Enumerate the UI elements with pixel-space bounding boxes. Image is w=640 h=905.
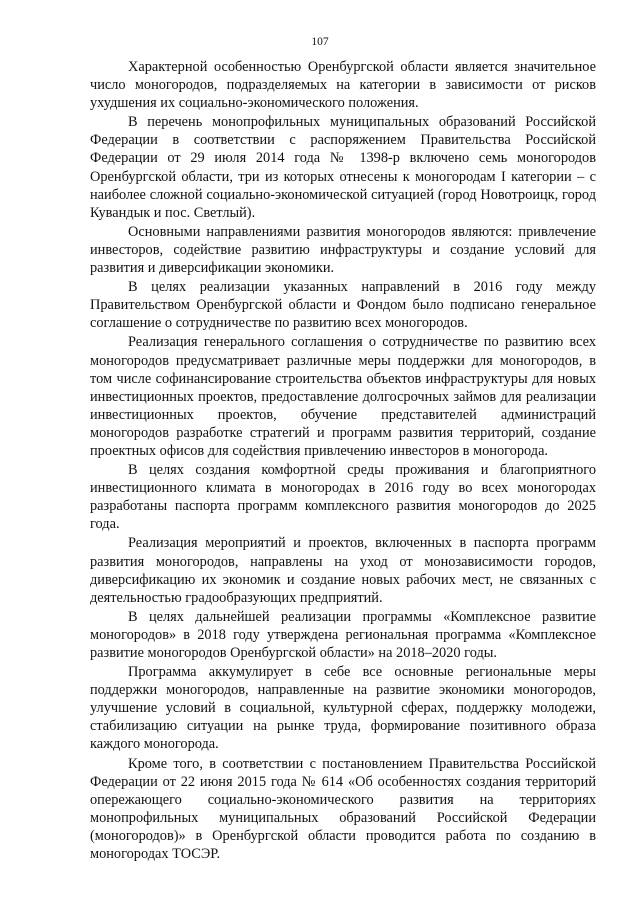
paragraph-7: Реализация мероприятий и проектов, включенных в паспорта программ развития моногородов, направлены на уход от монозависимости городов, диверсификацию их экономик и создание новых рабочих мест, не связанных с деятельностью градообразующих предприятий. <box>90 535 596 606</box>
paragraph-5: Реализация генерального соглашения о сотрудничестве по развитию всех моногородов предусматривает различные меры поддержки для моногородов, в том числе софинансирование строительства объектов инфраструктуры для новых инвестиционных проектов, предоставление долгосрочных займов для реализации инвестиционных проектов, обучение представителей администраций моногородов разработке стратегий и программ развития территорий, создание проектных офисов для содействия привлечению инвесторов в моногорода. <box>90 334 596 459</box>
document-body <box>90 58 596 864</box>
paragraph-6: В целях создания комфортной среды проживания и благоприятного инвестиционного климата в моногородах в 2016 году во всех моногородах разработаны паспорта программ комплексного развития моногородов до 2025 года. <box>90 462 596 533</box>
paragraph-9: Программа аккумулирует в себе все основные региональные меры поддержки моногородов, направленные на развитие экономики моногородов, улучшение условий в социальной, культурной сферах, поддержку молодежи, стабилизацию ситуации на рынке труда, формирование позитивного образа каждого моногорода. <box>90 664 596 753</box>
paragraph-1: Характерной особенностью Оренбургской области является значительное число моногородов, подразделяемых на категории в зависимости от рисков ухудшения их социально-экономического положения. <box>90 59 596 112</box>
paragraph-4: В целях реализации указанных направлений в 2016 году между Правительством Оренбургской области и Фондом было подписано генеральное соглашение о сотрудничестве по развитию всех моногородов. <box>90 279 596 332</box>
paragraph-8: В целях дальнейшей реализации программы «Комплексное развитие моногородов» в 2018 году утверждена региональная программа «Комплексное развитие моногородов Оренбургской области» на 2018–2020 годы. <box>90 608 596 661</box>
page-number: 107 <box>311 36 329 48</box>
paragraph-3: Основными направлениями развития моногородов являются: привлечение инвесторов, содействие развитию инфраструктуры и создание условий для развития и диверсификации экономики. <box>90 223 596 277</box>
paragraph-2: В перечень монопрофильных муниципальных образований Российской Федерации в соответствии с распоряжением Правительства Российской Федерации от 29 июля 2014 года № 1398-р включено семь моногородов Оренбургской области, три из которых отнесены к моногородам I категории – с наиболее сложной социально-экономической ситуацией (город Новотроицк, город Кувандык и пос. Светлый). <box>90 114 596 221</box>
paragraph-10: Кроме того, в соответствии с постановлением Правительства Российской Федерации от 22 июня 2015 года № 614 «Об особенностях создания территорий опережающего социально-экономического развития на территориях монопрофильных муниципальных образований Российской Федерации (моногородов)» в Оренбургской области проводится работа по созданию в моногородах ТОСЭР. <box>90 755 596 863</box>
